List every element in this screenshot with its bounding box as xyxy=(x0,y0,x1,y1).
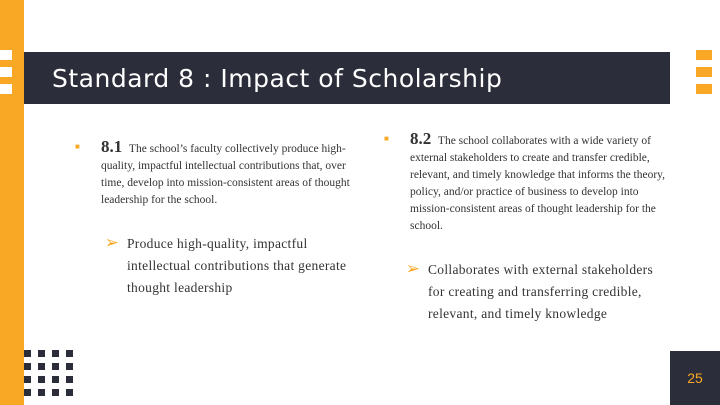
standard-description: The school’s faculty collectively produce high-quality, impactful intellectual contributions that, over time, develop into mission-consistent areas of thought leadership for the school. xyxy=(101,143,350,206)
standard-item xyxy=(75,138,365,209)
page-number-box xyxy=(670,351,720,405)
standard-text-block xyxy=(410,130,666,235)
slide-title: Standard 8 : Impact of Scholarship xyxy=(52,63,503,93)
sub-point-text: Collaborates with external stakeholders for creating and transferring credible, relevant, and timely knowledge xyxy=(428,262,654,321)
square-bullet-icon: ■ xyxy=(75,142,80,151)
standard-number: 8.2 xyxy=(410,129,432,148)
standard-text-block xyxy=(101,138,365,209)
title-band xyxy=(24,52,670,104)
page-number: 25 xyxy=(687,370,703,386)
sub-point-text: Produce high-quality, impactful intellectual contributions that generate thought leadership xyxy=(127,236,347,295)
decorative-squares-right xyxy=(696,50,712,94)
sub-point-item xyxy=(75,233,365,299)
standard-number: 8.1 xyxy=(101,137,123,156)
arrowhead-bullet-icon: ➢ xyxy=(405,259,420,278)
arrowhead-bullet-icon: ➢ xyxy=(104,233,119,252)
standard-column-8-1 xyxy=(75,138,365,299)
decorative-squares-left xyxy=(0,50,12,94)
decorative-dot-grid xyxy=(24,350,73,396)
sub-point-item xyxy=(384,259,666,325)
standard-item xyxy=(384,130,666,235)
standard-column-8-2 xyxy=(384,130,666,325)
square-bullet-icon: ■ xyxy=(384,134,389,143)
standard-description: The school collaborates with a wide variety of external stakeholders to create and transfer credible, relevant, and timely knowledge that informs the theory, policy, and/or practice of business to develop into mission-consistent areas of thought leadership for the school. xyxy=(410,135,666,232)
